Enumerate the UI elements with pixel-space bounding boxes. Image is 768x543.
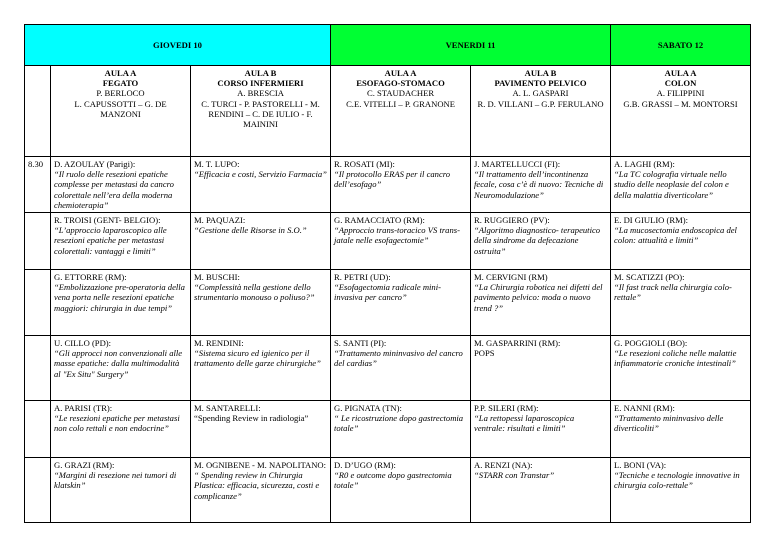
room-subtitle: ESOFAGO-STOMACO	[356, 78, 445, 89]
session-row	[25, 213, 751, 270]
time-header-empty	[25, 66, 51, 157]
room-subtitle: PAVIMENTO PELVICO	[494, 78, 587, 89]
time-cell	[25, 157, 51, 213]
room-title: AULA B	[524, 68, 557, 78]
talk-title: “L’approccio laparoscopico alle resezioni epatiche per metastasi colorettali: vantaggi e limiti”	[54, 225, 167, 256]
talk-title: “Sistema sicuro ed igienico per il trattamento delle garze chirurgiche”	[194, 348, 321, 369]
day-header-saturday	[611, 25, 751, 66]
speaker-name: M. BUSCHI:	[194, 272, 240, 283]
talk-title: POPS	[474, 348, 495, 359]
speaker-name: E. NANNI (RM):	[614, 403, 675, 414]
session-row	[25, 336, 751, 401]
room-title: AULA A	[104, 68, 137, 78]
time-cell-empty	[25, 336, 51, 401]
talk-title: “STARR con Transtar”	[474, 470, 555, 481]
talk-title: “Efficacia e costi, Servizio Farmacia”	[194, 169, 327, 180]
talk-title: “Il ruolo delle resezioni epatiche complesse per metastasi da cancro colorettale nell’era della moderna chemioterapia”	[54, 169, 174, 210]
session-cell	[191, 213, 331, 270]
session-cell	[331, 270, 471, 336]
speaker-name: G. PIGNATA (TN):	[334, 403, 402, 414]
speaker-name: E. DI GIULIO (RM):	[614, 215, 689, 226]
session-row	[25, 458, 751, 523]
session-cell	[331, 401, 471, 458]
speaker-name: G. GRAZI (RM):	[54, 460, 115, 471]
room-header	[471, 66, 611, 157]
time-cell-empty	[25, 213, 51, 270]
talk-title: “ Le ricostruzione dopo gastrectomia totale”	[334, 413, 464, 434]
time-cell-empty	[25, 458, 51, 523]
talk-title: “Trattamento mininvasivo delle diverticoliti”	[614, 413, 724, 434]
day-header-row	[25, 25, 751, 66]
session-cell	[191, 336, 331, 401]
speaker-name: A. LAGHI (RM):	[614, 159, 675, 169]
day-label: GIOVEDI 10	[153, 39, 202, 50]
session-cell	[471, 213, 611, 270]
room-chairs: C. STAUDACHER C.E. VITELLI – P. GRANONE	[346, 88, 455, 109]
speaker-name: R. PETRI (UD):	[334, 272, 391, 283]
speaker-name: D. D’UGO (RM):	[334, 460, 396, 471]
speaker-name: J. MARTELLUCCI (FI):	[474, 159, 561, 169]
talk-title: “Complessità nella gestione dello strumentario monouso o poliuso?”	[194, 282, 315, 303]
talk-title: “Il protocollo ERAS per il cancro dell’esofago”	[334, 169, 451, 190]
talk-title: “Spending Review in radiologia”	[194, 413, 309, 424]
talk-title: “Il fast track nella chirurgia colo-rettale”	[614, 282, 732, 303]
room-header	[331, 66, 471, 157]
speaker-name: M. PAQUAZI:	[194, 215, 246, 226]
session-cell	[611, 401, 751, 458]
session-cell	[471, 458, 611, 523]
speaker-name: R. ROSATI (MI):	[334, 159, 395, 169]
session-cell	[51, 336, 191, 401]
room-header	[611, 66, 751, 157]
speaker-name: S. SANTI (PI):	[334, 338, 387, 349]
talk-title: “Gli approcci non convenzionali alle masse epatiche: dalla multimodalità al "Ex Situ" Surgery”	[54, 348, 183, 379]
talk-title: “Embolizzazione pre-operatoria della vena porta nelle resezioni epatiche maggiori: chirurgia in due tempi”	[54, 282, 185, 313]
session-cell	[51, 401, 191, 458]
talk-title: “R0 e outcome dopo gastrectomia totale”	[334, 470, 452, 491]
session-row	[25, 401, 751, 458]
speaker-name: U. CILLO (PD):	[54, 338, 112, 349]
talk-title: “Gestione delle Risorse in S.O.”	[194, 225, 307, 236]
room-subtitle: COLON	[664, 78, 697, 89]
speaker-name: M. SANTARELLI:	[194, 403, 261, 414]
speaker-name: M. SCATIZZI (PO):	[614, 272, 685, 283]
speaker-name: A. PARISI (TR):	[54, 403, 113, 414]
session-cell	[611, 157, 751, 213]
talk-title: “La Chirurgia robotica nei difetti del pavimento pelvico: moda o nuovo trend ?”	[474, 282, 603, 313]
speaker-name: R. TROISI (GENT- BELGIO):	[54, 215, 161, 226]
session-cell	[471, 401, 611, 458]
speaker-name: P.P. SILERI (RM):	[474, 403, 539, 414]
room-title: AULA A	[664, 68, 697, 78]
room-title: AULA B	[244, 68, 277, 78]
session-row	[25, 270, 751, 336]
speaker-name: M. T. LUPO:	[194, 159, 240, 169]
room-chairs: P. BERLOCO L. CAPUSSOTTI – G. DE MANZONI	[74, 88, 167, 119]
room-chairs: A. L. GASPARI R. D. VILLANI – G.P. FERULANO	[477, 88, 604, 109]
day-header-friday	[331, 25, 611, 66]
session-cell	[471, 336, 611, 401]
session-cell	[611, 336, 751, 401]
session-cell	[331, 336, 471, 401]
session-cell	[191, 458, 331, 523]
session-cell	[471, 157, 611, 213]
speaker-name: M. CERVIGNI (RM)	[474, 272, 548, 283]
day-label: SABATO 12	[657, 39, 704, 50]
room-header	[191, 66, 331, 157]
speaker-name: D. AZOULAY (Parigi):	[54, 159, 136, 169]
room-title: AULA A	[384, 68, 417, 78]
session-cell	[191, 401, 331, 458]
talk-title: “ Spending review in Chirurgia Plastica: efficacia, sicurezza, costi e complicanze”	[194, 470, 320, 501]
time-cell-empty	[25, 401, 51, 458]
room-subtitle: CORSO INFERMIERI	[217, 78, 304, 89]
day-label: VENERDI 11	[445, 39, 496, 50]
session-cell	[611, 458, 751, 523]
talk-title: “La rettopessi laparoscopica ventrale: risultati e limiti”	[474, 413, 575, 434]
talk-title: “Le resezioni coliche nelle malattie infiammatorie croniche intestinali”	[614, 348, 737, 369]
talk-title: “La TC colografia virtuale nello studio delle neoplasie del colon e della malattia diverticolare”	[614, 169, 729, 200]
session-cell	[51, 213, 191, 270]
talk-title: “La mucosectomia endoscopica del colon: attualità e limiti”	[614, 225, 737, 246]
talk-title: “Il trattamento dell’incontinenza fecale, cosa c’è di nuovo: Tecniche di Neuromodulazione”	[474, 169, 604, 200]
speaker-name: G. ETTORRE (RM):	[54, 272, 127, 283]
room-header	[51, 66, 191, 157]
session-cell	[611, 270, 751, 336]
session-cell	[331, 458, 471, 523]
session-cell	[51, 157, 191, 213]
time-cell-empty	[25, 270, 51, 336]
schedule-table	[24, 24, 751, 523]
session-cell	[331, 213, 471, 270]
speaker-name: R. RUGGIERO (PV):	[474, 215, 550, 226]
session-row	[25, 157, 751, 213]
session-cell	[191, 157, 331, 213]
talk-title: “Tecniche e tecnologie innovative in chirurgia colo-rettale”	[614, 470, 740, 491]
speaker-name: M. RENDINI:	[194, 338, 244, 349]
session-cell	[191, 270, 331, 336]
talk-title: “Trattamento mininvasivo del cancro del cardias”	[334, 348, 463, 369]
room-chairs: A. BRESCIA C. TURCI - P. PASTORELLI - M. RENDINI – C. DE IULIO - F. MAININI	[201, 88, 320, 130]
start-time: 8.30	[28, 159, 44, 169]
session-cell	[51, 270, 191, 336]
speaker-name: L. BONI (VA):	[614, 460, 667, 471]
speaker-name: G. POGGIOLI (BO):	[614, 338, 688, 349]
speaker-name: A. RENZI (NA):	[474, 460, 533, 471]
talk-title: “Margini di resezione nei tumori di klatskin”	[54, 470, 177, 491]
day-header-thursday	[25, 25, 331, 66]
session-cell	[471, 270, 611, 336]
session-cell	[331, 157, 471, 213]
session-cell	[611, 213, 751, 270]
room-header-row	[25, 66, 751, 157]
talk-title: “Esofagectomia radicale mini-invasiva per cancro”	[334, 282, 441, 303]
room-chairs: A. FILIPPINI G.B. GRASSI – M. MONTORSI	[623, 88, 738, 109]
session-cell	[51, 458, 191, 523]
talk-title: “Algoritmo diagnostico- terapeutico della sindrome da defecazione ostruita”	[474, 225, 601, 256]
talk-title: “Le resezioni epatiche per metastasi non colo rettali e non endocrine”	[54, 413, 180, 434]
speaker-name: M. GASPARRINI (RM):	[474, 338, 561, 349]
room-subtitle: FEGATO	[102, 78, 139, 89]
speaker-name: M. OGNIBENE - M. NAPOLITANO:	[194, 460, 327, 471]
speaker-name: G. RAMACCIATO (RM):	[334, 215, 425, 226]
talk-title: “Approccio trans-toracico VS trans-jatale nelle esofagectomie”	[334, 225, 460, 246]
